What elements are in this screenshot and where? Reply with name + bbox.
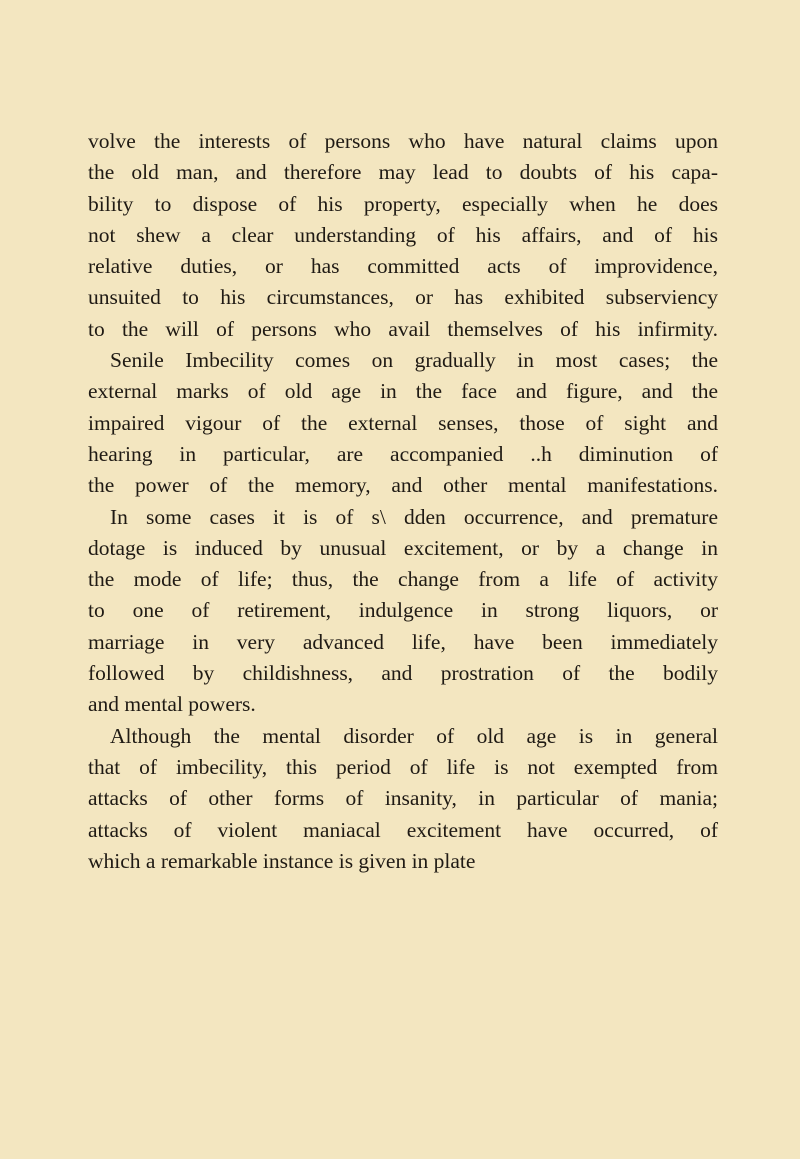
text-line: attacks of other forms of insanity, in particular of mania;	[88, 786, 718, 811]
text-line: followed by childishness, and prostration of the bodily	[88, 661, 718, 686]
paragraph-end-line: which a remarkable instance is given in plate	[88, 848, 476, 873]
text-line: that of imbecility, this period of life is not exempted from	[88, 754, 718, 779]
text-line: external marks of old age in the face and figure, and the	[88, 379, 718, 404]
text-line: volve the interests of persons who have natural claims upon	[88, 129, 718, 153]
paragraph-end-line: and mental powers.	[88, 692, 256, 717]
paragraph-start-line: Senile Imbecility comes on gradually in most cases; the	[110, 348, 718, 373]
text-line: to the will of persons who avail themselves of his infirmity.	[88, 316, 718, 341]
paragraph-start-line: Although the mental disorder of old age is in general	[110, 723, 718, 748]
text-line: to one of retirement, indulgence in strong liquors, or	[88, 598, 718, 623]
body-text	[88, 126, 718, 877]
text-line: the old man, and therefore may lead to doubts of his capa-	[88, 160, 718, 185]
paragraph-start-line: In some cases it is of s\ dden occurrence, and premature	[110, 504, 718, 529]
text-line: not shew a clear understanding of his affairs, and of his	[88, 222, 718, 247]
text-line: bility to dispose of his property, especially when he does	[88, 191, 718, 216]
text-line: hearing in particular, are accompanied ..h diminution of	[88, 441, 718, 466]
text-line: unsuited to his circumstances, or has exhibited subserviency	[88, 285, 718, 310]
text-line: dotage is induced by unusual excitement, or by a change in	[88, 535, 718, 560]
text-line: impaired vigour of the external senses, those of sight and	[88, 410, 718, 435]
text-line: attacks of violent maniacal excitement have occurred, of	[88, 817, 718, 842]
text-line: relative duties, or has committed acts of improvidence,	[88, 254, 718, 279]
text-line: the mode of life; thus, the change from a life of activity	[88, 567, 718, 592]
text-line: the power of the memory, and other mental manifestations.	[88, 473, 718, 498]
text-line: marriage in very advanced life, have been immediately	[88, 629, 718, 654]
